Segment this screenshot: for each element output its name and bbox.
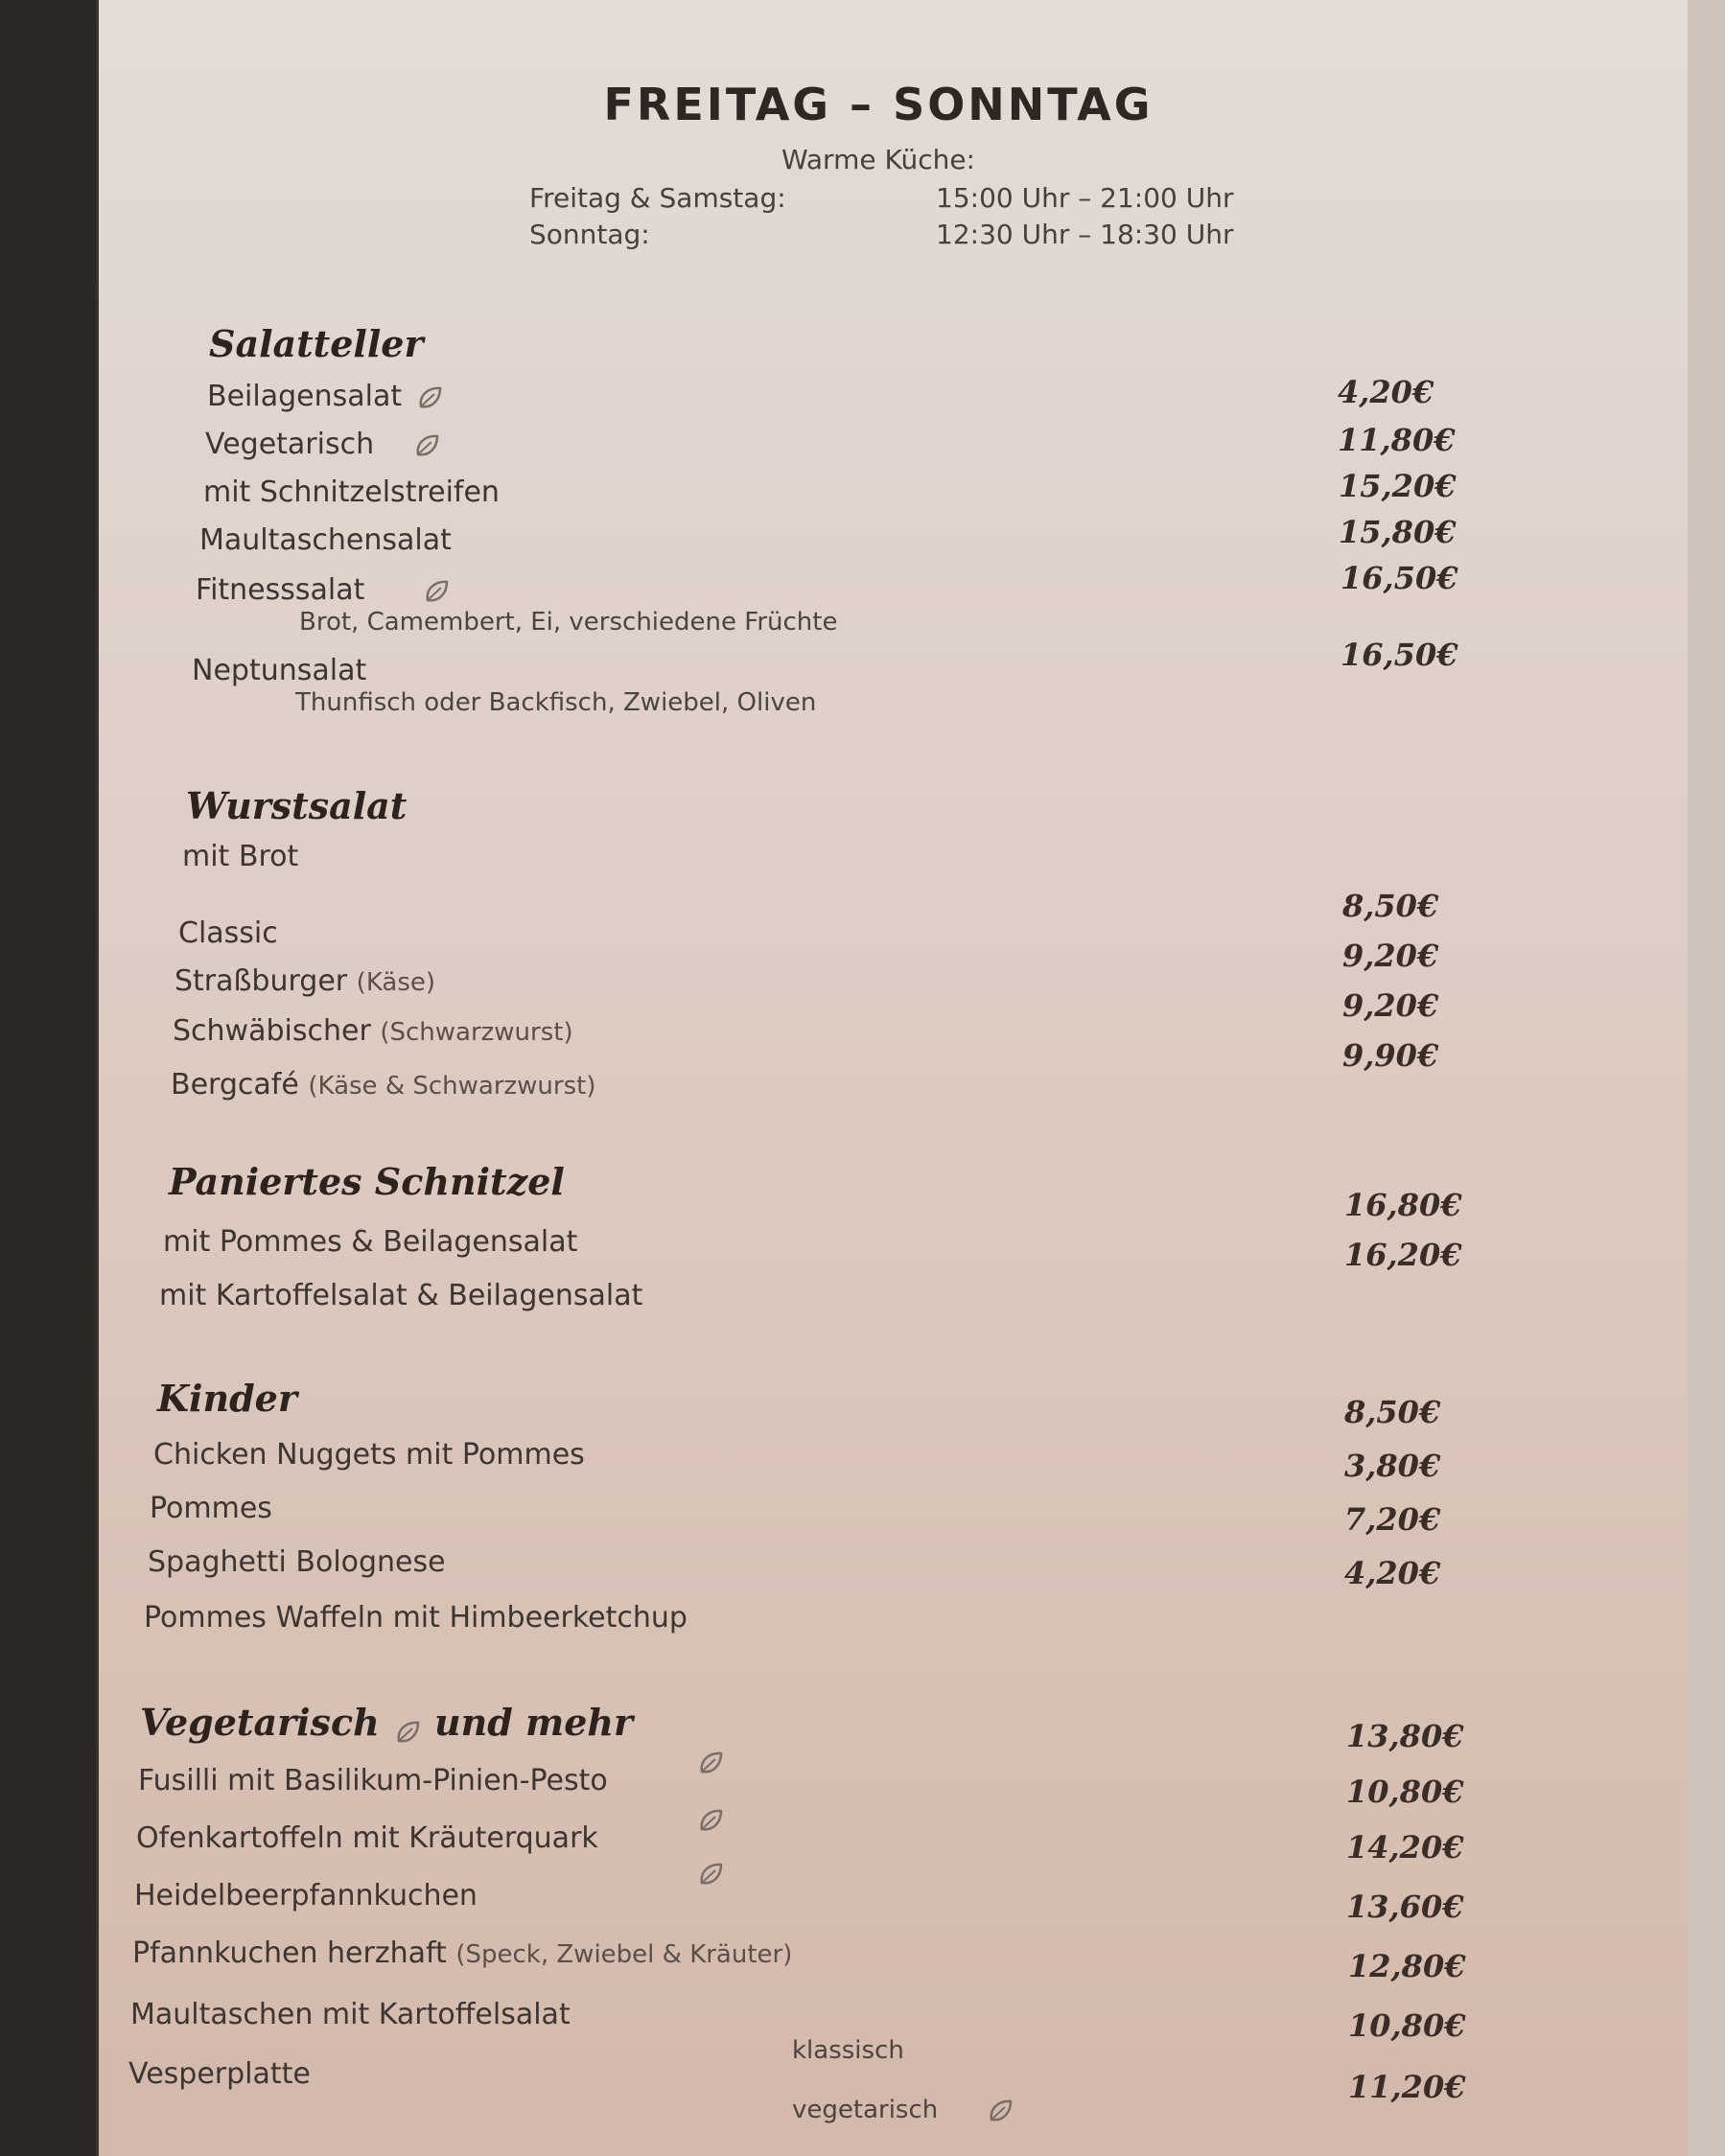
leaf-icon — [415, 383, 444, 412]
item-note: (Schwarzwurst) — [380, 1018, 573, 1047]
menu-item — [134, 1879, 478, 1913]
item-variant: klassisch — [792, 2036, 904, 2065]
variant-label: vegetarisch — [792, 2096, 939, 2124]
item-name: Vegetarisch — [205, 428, 375, 461]
item-description: Thunfisch oder Backfisch, Zwiebel, Oliven — [295, 688, 817, 717]
item-price: 11,20€ — [1348, 2069, 1466, 2105]
item-name: Classic — [178, 916, 278, 950]
item-price: 3,80€ — [1344, 1448, 1441, 1484]
section-title-salatteller: Salatteller — [209, 322, 424, 365]
leaf-icon — [412, 431, 441, 460]
leaf-icon — [986, 2097, 1014, 2125]
item-price: 9,90€ — [1342, 1037, 1439, 1074]
section-title-kinder: Kinder — [157, 1377, 297, 1420]
section-title-schnitzel: Paniertes Schnitzel — [169, 1160, 565, 1203]
section-title-vegetarisch — [140, 1701, 633, 1744]
section-title-part1: Vegetarisch — [140, 1701, 380, 1744]
menu-title: FREITAG – SONNTAG — [603, 79, 1154, 130]
menu-item — [130, 1998, 571, 2031]
menu-item — [175, 964, 435, 998]
item-price: 7,20€ — [1344, 1501, 1441, 1538]
item-price: 16,50€ — [1340, 560, 1458, 596]
item-description: Brot, Camembert, Ei, verschiedene Früchte — [299, 608, 838, 637]
menu-item — [138, 1764, 608, 1797]
section-subtitle: mit Brot — [182, 840, 299, 873]
menu-item — [207, 380, 444, 413]
menu-item — [178, 916, 278, 950]
menu-item — [199, 523, 452, 557]
item-name: Beilagensalat — [207, 380, 403, 413]
item-name: Straßburger — [175, 964, 348, 998]
item-name: Maultaschensalat — [199, 523, 452, 557]
section-title-part2: und mehr — [433, 1701, 634, 1744]
menu-item — [192, 654, 366, 687]
item-price: 16,20€ — [1344, 1237, 1462, 1273]
item-name: Pfannkuchen herzhaft — [132, 1936, 447, 1970]
item-name: mit Schnitzelstreifen — [203, 475, 500, 509]
item-price: 4,20€ — [1344, 1555, 1441, 1591]
item-price: 16,80€ — [1344, 1187, 1462, 1223]
hours-time-fri-sat: 15:00 Uhr – 21:00 Uhr — [936, 182, 1234, 214]
item-variant — [792, 2096, 1014, 2125]
item-name: Ofenkartoffeln mit Kräuterquark — [136, 1821, 598, 1855]
item-price: 12,80€ — [1348, 1948, 1466, 1984]
menu-item — [163, 1225, 577, 1259]
menu-item — [203, 475, 500, 509]
menu-item — [173, 1014, 573, 1048]
hours-label-sun: Sonntag: — [529, 219, 650, 250]
item-name: Bergcafé — [171, 1068, 299, 1101]
section-title-wurstsalat: Wurstsalat — [186, 784, 408, 827]
page-edge — [1688, 0, 1725, 2156]
menu-item — [196, 573, 451, 607]
item-name: Fusilli mit Basilikum-Pinien-Pesto — [138, 1764, 608, 1797]
menu-item — [128, 2057, 311, 2091]
menu-item — [132, 1936, 792, 1970]
item-price: 14,20€ — [1346, 1829, 1464, 1866]
leaf-icon — [393, 1712, 422, 1741]
leaf-icon — [696, 1860, 725, 1889]
hours-label-fri-sat: Freitag & Samstag: — [529, 182, 786, 214]
item-price: 15,80€ — [1339, 514, 1457, 550]
leaf-icon — [696, 1749, 725, 1777]
item-name: Chicken Nuggets mit Pommes — [153, 1438, 585, 1472]
item-name: Schwäbischer — [173, 1014, 371, 1048]
item-name: Pommes Waffeln mit Himbeerketchup — [144, 1601, 688, 1634]
item-price: 10,80€ — [1346, 1773, 1464, 1810]
menu-item — [205, 428, 441, 461]
item-name: Vesperplatte — [128, 2057, 311, 2091]
hours-time-sun: 12:30 Uhr – 18:30 Uhr — [936, 219, 1234, 250]
item-price: 11,80€ — [1338, 422, 1456, 458]
menu-item — [159, 1279, 642, 1312]
item-note: (Käse & Schwarzwurst) — [308, 1072, 596, 1101]
item-name: Spaghetti Bolognese — [148, 1545, 446, 1579]
menu-item — [153, 1438, 585, 1472]
item-price: 9,20€ — [1342, 987, 1439, 1024]
item-name: Neptunsalat — [192, 654, 367, 687]
item-note: (Speck, Zwiebel & Kräuter) — [455, 1940, 793, 1969]
menu-item — [171, 1068, 596, 1101]
leaf-icon — [696, 1806, 725, 1835]
item-price: 16,50€ — [1340, 637, 1458, 673]
menu-item — [150, 1492, 272, 1525]
item-name: mit Kartoffelsalat & Beilagensalat — [159, 1279, 643, 1312]
item-price: 13,80€ — [1346, 1718, 1464, 1754]
item-price: 9,20€ — [1342, 938, 1439, 974]
menu-item — [136, 1821, 598, 1855]
item-price: 8,50€ — [1342, 888, 1439, 924]
item-price: 4,20€ — [1338, 374, 1434, 410]
item-note: (Käse) — [356, 968, 436, 997]
leaf-icon — [422, 577, 451, 606]
item-name: mit Pommes & Beilagensalat — [163, 1225, 578, 1259]
item-name: Pommes — [150, 1492, 272, 1525]
menu-item — [148, 1545, 446, 1579]
item-price: 15,20€ — [1339, 468, 1457, 504]
kitchen-hours-label: Warme Küche: — [781, 144, 975, 175]
menu-item — [144, 1601, 688, 1634]
item-price: 10,80€ — [1348, 2007, 1466, 2044]
item-name: Heidelbeerpfannkuchen — [134, 1879, 478, 1913]
item-price: 13,60€ — [1346, 1889, 1464, 1925]
item-name: Maultaschen mit Kartoffelsalat — [130, 1998, 571, 2031]
item-name: Fitnesssalat — [196, 573, 365, 607]
item-price: 8,50€ — [1344, 1394, 1441, 1430]
